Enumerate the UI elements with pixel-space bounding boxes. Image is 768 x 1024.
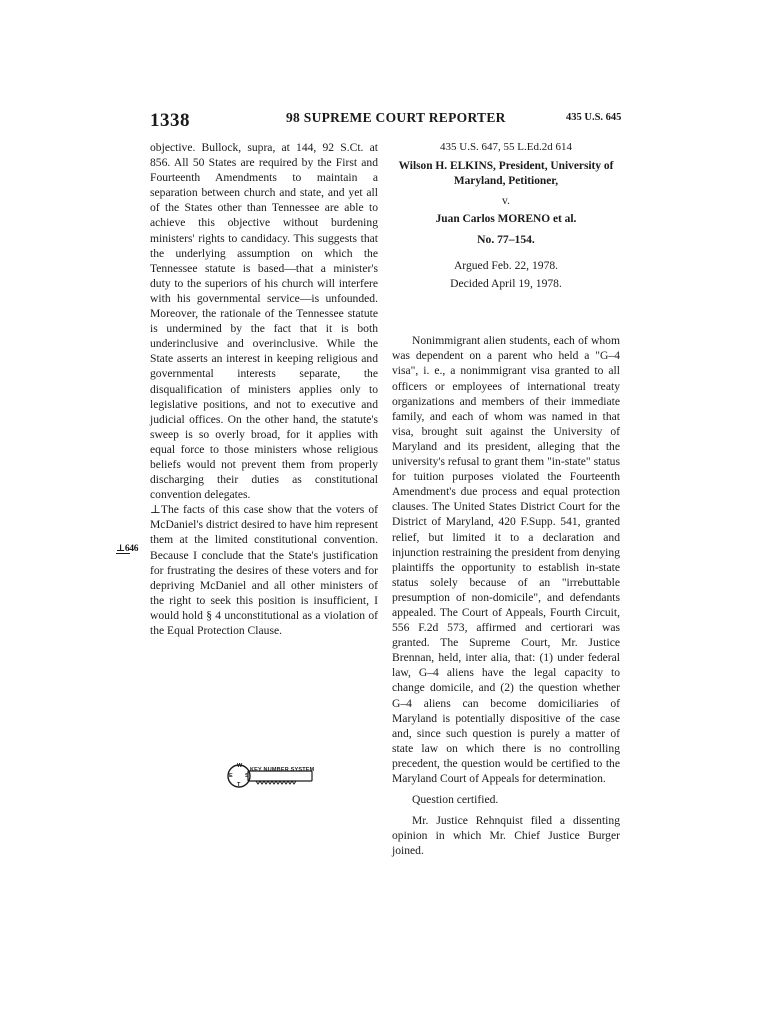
running-head: 98 SUPREME COURT REPORTER [286,110,506,125]
respondent: Juan Carlos MORENO et al. [435,213,577,226]
logo-letter: E [229,773,233,779]
question-certified: Question certified. [412,793,499,807]
decided-date: Decided April 19, 1978. [450,277,562,291]
opinion-paragraph-final: ⊥The facts of this case show that the voters of McDaniel's district desired to have him represent them at the limited constitutional convention. Because I conclude that the State's justification for frustrating the desires of these voters and for depriving McDaniel and all other ministers of the right to seek this position is insufficient, I would hold § 4 unconstitutional as a violation of the Equal Protection Clause. [150,503,378,637]
case-caption [392,140,620,293]
logo-letter: S [245,773,249,779]
dissent-note: Mr. Justice Rehnquist filed a dissenting opinion in which Mr. Chief Justice Burger joined. [392,814,620,858]
argued-date: Argued Feb. 22, 1978. [453,259,559,273]
logo-letter: W [237,763,243,769]
right-column [392,140,620,858]
star-page-marker: ⊥646 [116,544,139,554]
page-number: 1338 [150,110,190,131]
syllabus: Nonimmigrant alien students, each of whom was dependent on a parent who held a "G–4 visa", i. e., a nonimmigrant visa granted to all officers or employees of international treaty organizations and members of their immediate family, and each of whom was named in that visa, brought suit against the University of Maryland and its president, alleging that the university's refusal to grant them "in-state" status for tuition purposes violated the Fourteenth Amendment's due process and equal protection clauses. The United States District Court for the District of Maryland, 420 F.Supp. 541, granted relief, but limited it to a declaration and injunction restraining the president from denying plaintiffs the opportunity to establish in-state status solely because of an "irrebuttable presumption of non-domicile", and defendants appealed. The Court of Appeals, Fourth Circuit, 556 F.2d 573, affirmed and certiorari was granted. The Supreme Court, Mr. Justice Brennan, held, inter alia, that: (1) under federal law, G–4 aliens have the legal capacity to change domicile, and (2) the question whether G–4 aliens can become domiciliaries of Maryland is potentially dispositive of the case and, since such question is purely a matter of state law on which there is no controlling precedent, the question would be certified to the Maryland Court of Appeals for determination. [392,334,620,785]
left-column [150,140,378,638]
case-dates [392,257,620,293]
key-number-system-logo [226,760,316,792]
case-citation: 435 U.S. 647, 55 L.Ed.2d 614 [440,141,572,153]
docket-number: No. 77–154. [477,233,535,247]
opinion-paragraph: objective. Bullock, supra, at 144, 92 S.Ct. at 856. All 50 States are required by the First and Fourteenth Amendments to maintain a separation between church and state, and yet all of the States other than Tennessee are able to achieve this objective without burdening ministers' rights to candidacy. This suggests that the underlying assumption on which the Tennessee statute is based—that a minister's duty to the superiors of his church will interfere with his governmental service—is unfounded. Moreover, the rationale of the Tennessee statute is undermined by the fact that it is both underinclusive and overinclusive. While the State asserts an interest in keeping religious and governmental interests separate, the disqualification of ministers applies only to legislative positions, and not to executive and judicial offices. On the other hand, the statute's sweep is so overly broad, for it applies with equal force to those ministers whose religious beliefs would not prevent them from properly discharging their duties as constitutional convention delegates. [150,141,378,502]
logo-letter: T [237,782,241,788]
petitioner: Wilson H. ELKINS, President, University of Maryland, Petitioner, [398,160,614,188]
versus: v. [502,194,510,208]
page-citation: 435 U.S. 645 [566,112,622,123]
logo-text: KEY NUMBER SYSTEM [250,767,315,773]
